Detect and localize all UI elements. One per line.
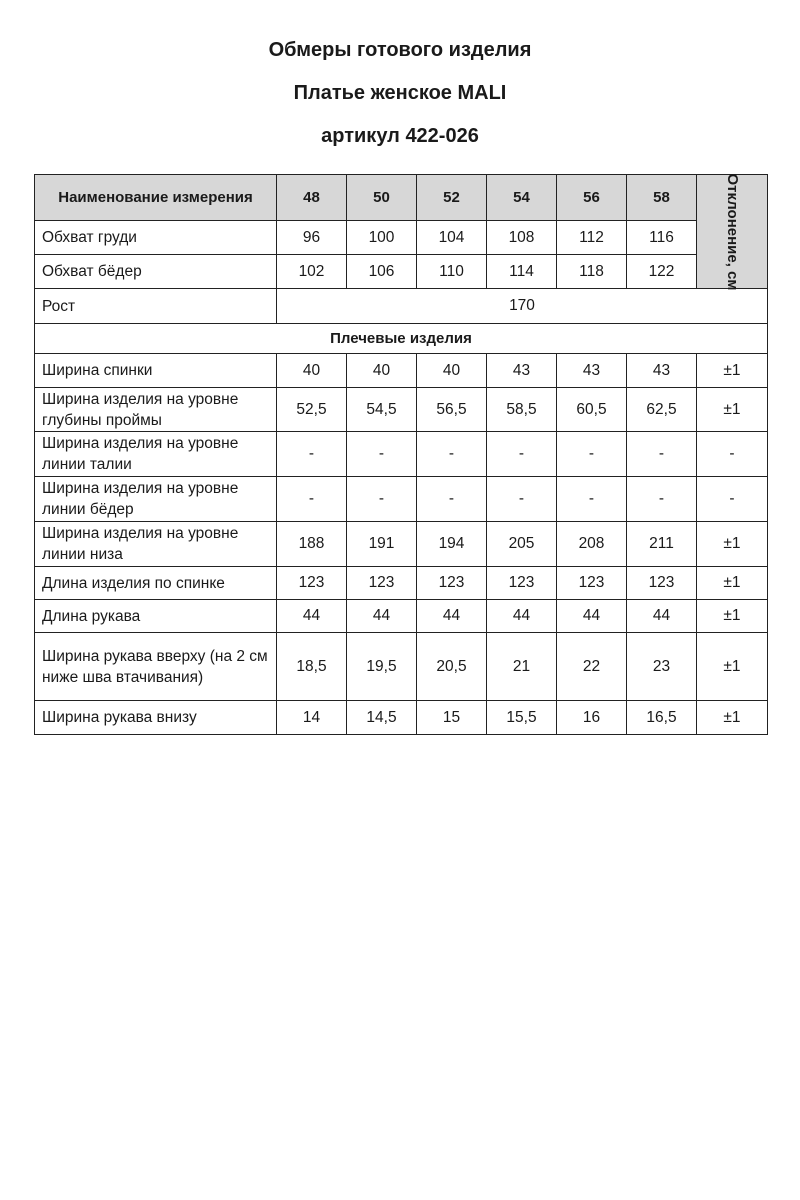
cell-value: - <box>417 432 487 477</box>
cell-value: 100 <box>347 221 417 255</box>
deviation-value: - <box>697 432 768 477</box>
cell-value: 123 <box>627 567 697 600</box>
cell-value: 44 <box>277 600 347 633</box>
table-row <box>35 432 768 477</box>
cell-value: - <box>557 477 627 522</box>
cell-value: 123 <box>417 567 487 600</box>
cell-value: 22 <box>557 633 627 701</box>
deviation-value: ±1 <box>697 633 768 701</box>
cell-value: 44 <box>627 600 697 633</box>
cell-value: 112 <box>557 221 627 255</box>
deviation-value: ±1 <box>697 522 768 567</box>
row-name: Ширина рукава вверху (на 2 см ниже шва втачивания) <box>35 633 277 701</box>
cell-value: - <box>347 477 417 522</box>
deviation-header <box>697 175 768 289</box>
row-name: Ширина изделия на уровне линии бёдер <box>35 477 277 522</box>
deviation-value: ±1 <box>697 567 768 600</box>
table-row <box>35 522 768 567</box>
cell-value: 108 <box>487 221 557 255</box>
cell-value: 123 <box>347 567 417 600</box>
deviation-value: ±1 <box>697 600 768 633</box>
cell-value: 40 <box>347 354 417 388</box>
size-header: 50 <box>347 175 417 221</box>
size-header: 58 <box>627 175 697 221</box>
row-name: Обхват бёдер <box>35 255 277 289</box>
table-row <box>35 567 768 600</box>
table-row <box>35 388 768 432</box>
row-name: Ширина спинки <box>35 354 277 388</box>
cell-value: 43 <box>487 354 557 388</box>
height-row <box>35 289 768 324</box>
cell-value: 44 <box>347 600 417 633</box>
deviation-value: ±1 <box>697 388 768 432</box>
table-row <box>35 701 768 735</box>
document-title: Обмеры готового изделия <box>268 39 532 61</box>
table-row <box>35 600 768 633</box>
section-title: Плечевые изделия <box>35 324 768 354</box>
cell-value: 19,5 <box>347 633 417 701</box>
cell-value: 188 <box>277 522 347 567</box>
cell-value: 14 <box>277 701 347 735</box>
row-name: Ширина изделия на уровне глубины проймы <box>35 388 277 432</box>
table-row <box>35 255 768 289</box>
cell-value: 18,5 <box>277 633 347 701</box>
row-name: Длина рукава <box>35 600 277 633</box>
name-column-header: Наименование измерения <box>35 175 277 221</box>
cell-value: 96 <box>277 221 347 255</box>
cell-value: 15,5 <box>487 701 557 735</box>
document-header <box>0 38 800 148</box>
cell-value: 14,5 <box>347 701 417 735</box>
cell-value: 40 <box>417 354 487 388</box>
row-name: Рост <box>35 289 277 324</box>
section-row <box>35 324 768 354</box>
cell-value: 40 <box>277 354 347 388</box>
measurements-table <box>34 174 768 735</box>
row-name: Длина изделия по спинке <box>35 567 277 600</box>
cell-value: 44 <box>417 600 487 633</box>
table-row <box>35 477 768 522</box>
cell-value: 16 <box>557 701 627 735</box>
size-header: 56 <box>557 175 627 221</box>
cell-value: 110 <box>417 255 487 289</box>
height-value: 170 <box>277 289 768 324</box>
cell-value: 191 <box>347 522 417 567</box>
size-header: 48 <box>277 175 347 221</box>
cell-value: 44 <box>487 600 557 633</box>
cell-value: - <box>487 432 557 477</box>
cell-value: 60,5 <box>557 388 627 432</box>
cell-value: 123 <box>557 567 627 600</box>
cell-value: 21 <box>487 633 557 701</box>
cell-value: 20,5 <box>417 633 487 701</box>
cell-value: 104 <box>417 221 487 255</box>
cell-value: 44 <box>557 600 627 633</box>
cell-value: 62,5 <box>627 388 697 432</box>
cell-value: 122 <box>627 255 697 289</box>
deviation-value: ±1 <box>697 701 768 735</box>
cell-value: 43 <box>627 354 697 388</box>
product-name: Платье женское MALI <box>293 82 507 104</box>
cell-value: 15 <box>417 701 487 735</box>
row-name: Ширина изделия на уровне линии талии <box>35 432 277 477</box>
row-name: Обхват груди <box>35 221 277 255</box>
size-header: 52 <box>417 175 487 221</box>
cell-value: - <box>487 477 557 522</box>
cell-value: - <box>627 432 697 477</box>
cell-value: 56,5 <box>417 388 487 432</box>
table-row <box>35 354 768 388</box>
size-header: 54 <box>487 175 557 221</box>
cell-value: - <box>627 477 697 522</box>
cell-value: 116 <box>627 221 697 255</box>
cell-value: - <box>417 477 487 522</box>
table-row <box>35 221 768 255</box>
cell-value: 208 <box>557 522 627 567</box>
cell-value: - <box>277 477 347 522</box>
cell-value: 194 <box>417 522 487 567</box>
cell-value: 43 <box>557 354 627 388</box>
cell-value: - <box>347 432 417 477</box>
deviation-header-label: Отклонение, см <box>724 173 741 290</box>
cell-value: - <box>277 432 347 477</box>
cell-value: 54,5 <box>347 388 417 432</box>
cell-value: 123 <box>487 567 557 600</box>
cell-value: - <box>557 432 627 477</box>
cell-value: 102 <box>277 255 347 289</box>
row-name: Ширина изделия на уровне линии низа <box>35 522 277 567</box>
cell-value: 114 <box>487 255 557 289</box>
cell-value: 211 <box>627 522 697 567</box>
deviation-value: - <box>697 477 768 522</box>
cell-value: 58,5 <box>487 388 557 432</box>
cell-value: 118 <box>557 255 627 289</box>
row-name: Ширина рукава внизу <box>35 701 277 735</box>
size-header-row <box>35 175 768 221</box>
cell-value: 23 <box>627 633 697 701</box>
table-row <box>35 633 768 701</box>
deviation-value: ±1 <box>697 354 768 388</box>
article-number: артикул 422-026 <box>321 125 479 147</box>
cell-value: 106 <box>347 255 417 289</box>
cell-value: 52,5 <box>277 388 347 432</box>
cell-value: 16,5 <box>627 701 697 735</box>
cell-value: 123 <box>277 567 347 600</box>
cell-value: 205 <box>487 522 557 567</box>
